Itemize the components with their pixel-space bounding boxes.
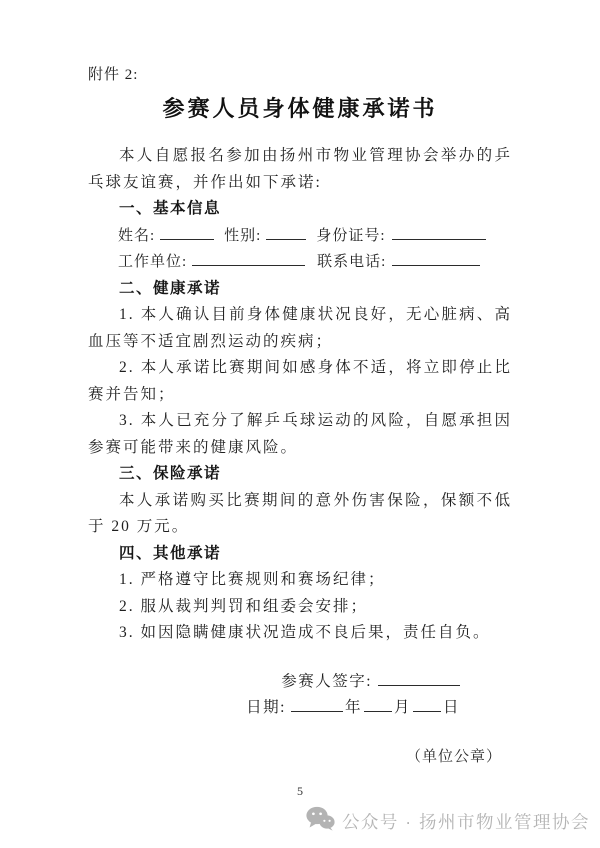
insurance-paragraph: 本人承诺购买比赛期间的意外伤害保险，保额不低于 20 万元。: [88, 491, 512, 535]
phone-blank-field: [392, 250, 480, 266]
id-number-label: 身份证号:: [316, 227, 386, 244]
health-item-3: 3. 本人已充分了解乒乓球运动的风险，自愿承担因参赛可能带来的健康风险。: [88, 412, 512, 456]
section-heading-health: 二、健康承诺: [119, 279, 222, 297]
year-label: 年: [344, 699, 362, 716]
gender-label: 性别:: [224, 227, 262, 244]
month-blank-field: [364, 696, 392, 712]
basic-info-row-1: [88, 223, 512, 250]
month-label: 月: [393, 699, 411, 716]
section-heading-other: 四、其他承诺: [119, 544, 222, 562]
day-blank-field: [413, 696, 441, 712]
health-item-1: 1. 本人确认目前身体健康状况良好，无心脏病、高血压等不适宜剧烈运动的疾病；: [88, 306, 512, 350]
watermark-text: 公众号 · 扬州市物业管理协会: [341, 811, 590, 832]
name-label: 姓名:: [118, 227, 156, 244]
signature-line: [88, 669, 460, 696]
name-blank-field: [160, 224, 214, 240]
date-label: 日期:: [246, 699, 286, 716]
gender-blank-field: [266, 224, 306, 240]
wechat-icon: [306, 806, 335, 836]
page-title: 参赛人员身体健康承诺书: [162, 96, 438, 121]
phone-label: 联系电话:: [317, 254, 387, 270]
id-number-blank-field: [392, 224, 486, 240]
other-item-3: 3. 如因隐瞒健康状况造成不良后果，责任自负。: [119, 624, 491, 641]
year-blank-field: [291, 696, 343, 712]
date-line: [88, 695, 460, 722]
health-item-2: 2. 本人承诺比赛期间如感身体不适，将立即停止比赛并告知；: [88, 359, 512, 403]
day-label: 日: [442, 699, 460, 716]
signature-block: [88, 669, 512, 722]
work-unit-label: 工作单位:: [118, 254, 188, 270]
intro-paragraph: 本人自愿报名参加由扬州市物业管理协会举办的乒乓球友谊赛，并作出如下承诺:: [88, 147, 512, 191]
work-unit-blank-field: [192, 250, 305, 266]
section-heading-insurance: 三、保险承诺: [119, 465, 222, 482]
section-heading-basic-info: 一、基本信息: [119, 200, 222, 217]
page-number: 5: [297, 784, 303, 798]
signature-blank-field: [378, 669, 460, 685]
attachment-label: 附件 2:: [88, 67, 139, 83]
other-item-1: 1. 严格遵守比赛规则和赛场纪律；: [119, 571, 386, 588]
signature-label: 参赛人签字:: [281, 672, 372, 690]
seal-note: （单位公章）: [405, 748, 502, 765]
footer-watermark: [306, 806, 590, 836]
other-item-2: 2. 服从裁判判罚和组委会安排；: [119, 597, 369, 615]
basic-info-row-2: [88, 249, 512, 276]
